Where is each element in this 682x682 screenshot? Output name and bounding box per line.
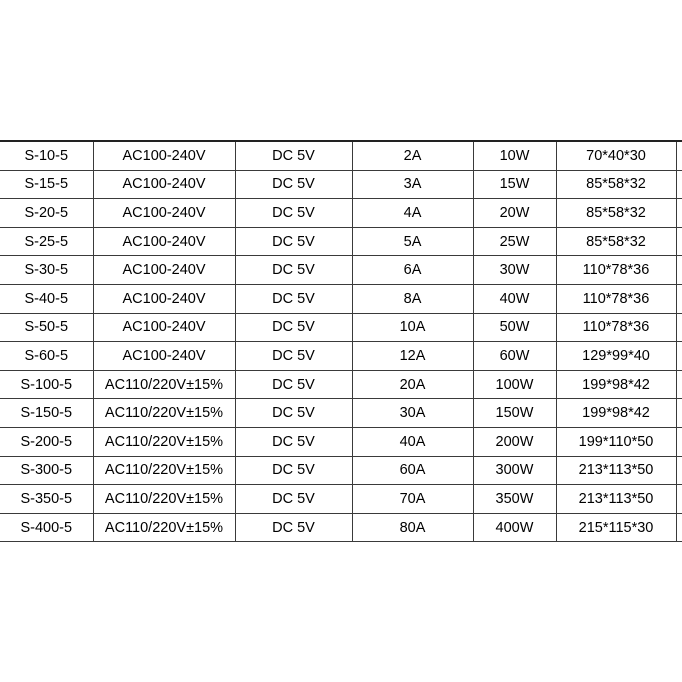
input-voltage-cell: AC110/220V±15% xyxy=(93,427,235,456)
edge-cell xyxy=(676,256,682,285)
current-cell: 4A xyxy=(352,199,473,228)
current-cell: 8A xyxy=(352,284,473,313)
output-voltage-cell: DC 5V xyxy=(235,284,352,313)
current-cell: 80A xyxy=(352,513,473,542)
edge-cell xyxy=(676,456,682,485)
input-voltage-cell: AC100-240V xyxy=(93,227,235,256)
current-cell: 10A xyxy=(352,313,473,342)
current-cell: 5A xyxy=(352,227,473,256)
current-cell: 60A xyxy=(352,456,473,485)
model-cell: S-50-5 xyxy=(0,313,93,342)
table-row xyxy=(0,342,682,371)
size-cell: 213*113*50 xyxy=(556,485,676,514)
edge-cell xyxy=(676,399,682,428)
size-cell: 110*78*36 xyxy=(556,256,676,285)
model-cell: S-25-5 xyxy=(0,227,93,256)
table-row xyxy=(0,456,682,485)
power-cell: 100W xyxy=(473,370,556,399)
output-voltage-cell: DC 5V xyxy=(235,141,352,170)
power-cell: 30W xyxy=(473,256,556,285)
edge-cell xyxy=(676,370,682,399)
power-cell: 40W xyxy=(473,284,556,313)
table-row xyxy=(0,141,682,170)
power-cell: 400W xyxy=(473,513,556,542)
output-voltage-cell: DC 5V xyxy=(235,513,352,542)
input-voltage-cell: AC100-240V xyxy=(93,342,235,371)
size-cell: 215*115*30 xyxy=(556,513,676,542)
size-cell: 85*58*32 xyxy=(556,170,676,199)
output-voltage-cell: DC 5V xyxy=(235,256,352,285)
model-cell: S-100-5 xyxy=(0,370,93,399)
power-cell: 150W xyxy=(473,399,556,428)
model-cell: S-200-5 xyxy=(0,427,93,456)
current-cell: 20A xyxy=(352,370,473,399)
input-voltage-cell: AC110/220V±15% xyxy=(93,370,235,399)
output-voltage-cell: DC 5V xyxy=(235,456,352,485)
power-cell: 350W xyxy=(473,485,556,514)
power-cell: 10W xyxy=(473,141,556,170)
table-row xyxy=(0,370,682,399)
size-cell: 70*40*30 xyxy=(556,141,676,170)
table-row xyxy=(0,485,682,514)
edge-cell xyxy=(676,284,682,313)
table-row xyxy=(0,513,682,542)
table-row xyxy=(0,199,682,228)
input-voltage-cell: AC110/220V±15% xyxy=(93,399,235,428)
output-voltage-cell: DC 5V xyxy=(235,427,352,456)
model-cell: S-350-5 xyxy=(0,485,93,514)
input-voltage-cell: AC110/220V±15% xyxy=(93,513,235,542)
input-voltage-cell: AC110/220V±15% xyxy=(93,485,235,514)
table-row xyxy=(0,284,682,313)
input-voltage-cell: AC100-240V xyxy=(93,284,235,313)
input-voltage-cell: AC100-240V xyxy=(93,170,235,199)
table-row xyxy=(0,256,682,285)
power-cell: 25W xyxy=(473,227,556,256)
output-voltage-cell: DC 5V xyxy=(235,227,352,256)
current-cell: 70A xyxy=(352,485,473,514)
output-voltage-cell: DC 5V xyxy=(235,370,352,399)
size-cell: 213*113*50 xyxy=(556,456,676,485)
model-cell: S-40-5 xyxy=(0,284,93,313)
size-cell: 110*78*36 xyxy=(556,313,676,342)
power-cell: 60W xyxy=(473,342,556,371)
model-cell: S-150-5 xyxy=(0,399,93,428)
output-voltage-cell: DC 5V xyxy=(235,485,352,514)
size-cell: 85*58*32 xyxy=(556,227,676,256)
edge-cell xyxy=(676,170,682,199)
current-cell: 40A xyxy=(352,427,473,456)
edge-cell xyxy=(676,485,682,514)
power-cell: 300W xyxy=(473,456,556,485)
edge-cell xyxy=(676,513,682,542)
current-cell: 6A xyxy=(352,256,473,285)
current-cell: 30A xyxy=(352,399,473,428)
power-cell: 50W xyxy=(473,313,556,342)
size-cell: 199*98*42 xyxy=(556,370,676,399)
input-voltage-cell: AC100-240V xyxy=(93,141,235,170)
power-supply-spec-table xyxy=(0,140,682,542)
size-cell: 199*110*50 xyxy=(556,427,676,456)
table-row xyxy=(0,427,682,456)
model-cell: S-60-5 xyxy=(0,342,93,371)
size-cell: 129*99*40 xyxy=(556,342,676,371)
power-cell: 15W xyxy=(473,170,556,199)
spec-table-body xyxy=(0,141,682,542)
power-cell: 20W xyxy=(473,199,556,228)
model-cell: S-10-5 xyxy=(0,141,93,170)
size-cell: 85*58*32 xyxy=(556,199,676,228)
output-voltage-cell: DC 5V xyxy=(235,399,352,428)
size-cell: 110*78*36 xyxy=(556,284,676,313)
table-row xyxy=(0,227,682,256)
input-voltage-cell: AC100-240V xyxy=(93,199,235,228)
input-voltage-cell: AC100-240V xyxy=(93,256,235,285)
input-voltage-cell: AC110/220V±15% xyxy=(93,456,235,485)
model-cell: S-30-5 xyxy=(0,256,93,285)
output-voltage-cell: DC 5V xyxy=(235,199,352,228)
model-cell: S-400-5 xyxy=(0,513,93,542)
output-voltage-cell: DC 5V xyxy=(235,342,352,371)
table-row xyxy=(0,170,682,199)
output-voltage-cell: DC 5V xyxy=(235,313,352,342)
edge-cell xyxy=(676,199,682,228)
current-cell: 3A xyxy=(352,170,473,199)
size-cell: 199*98*42 xyxy=(556,399,676,428)
power-cell: 200W xyxy=(473,427,556,456)
edge-cell xyxy=(676,427,682,456)
table-row xyxy=(0,399,682,428)
edge-cell xyxy=(676,342,682,371)
model-cell: S-300-5 xyxy=(0,456,93,485)
input-voltage-cell: AC100-240V xyxy=(93,313,235,342)
model-cell: S-15-5 xyxy=(0,170,93,199)
edge-cell xyxy=(676,227,682,256)
model-cell: S-20-5 xyxy=(0,199,93,228)
table-row xyxy=(0,313,682,342)
edge-cell xyxy=(676,141,682,170)
output-voltage-cell: DC 5V xyxy=(235,170,352,199)
edge-cell xyxy=(676,313,682,342)
current-cell: 2A xyxy=(352,141,473,170)
current-cell: 12A xyxy=(352,342,473,371)
